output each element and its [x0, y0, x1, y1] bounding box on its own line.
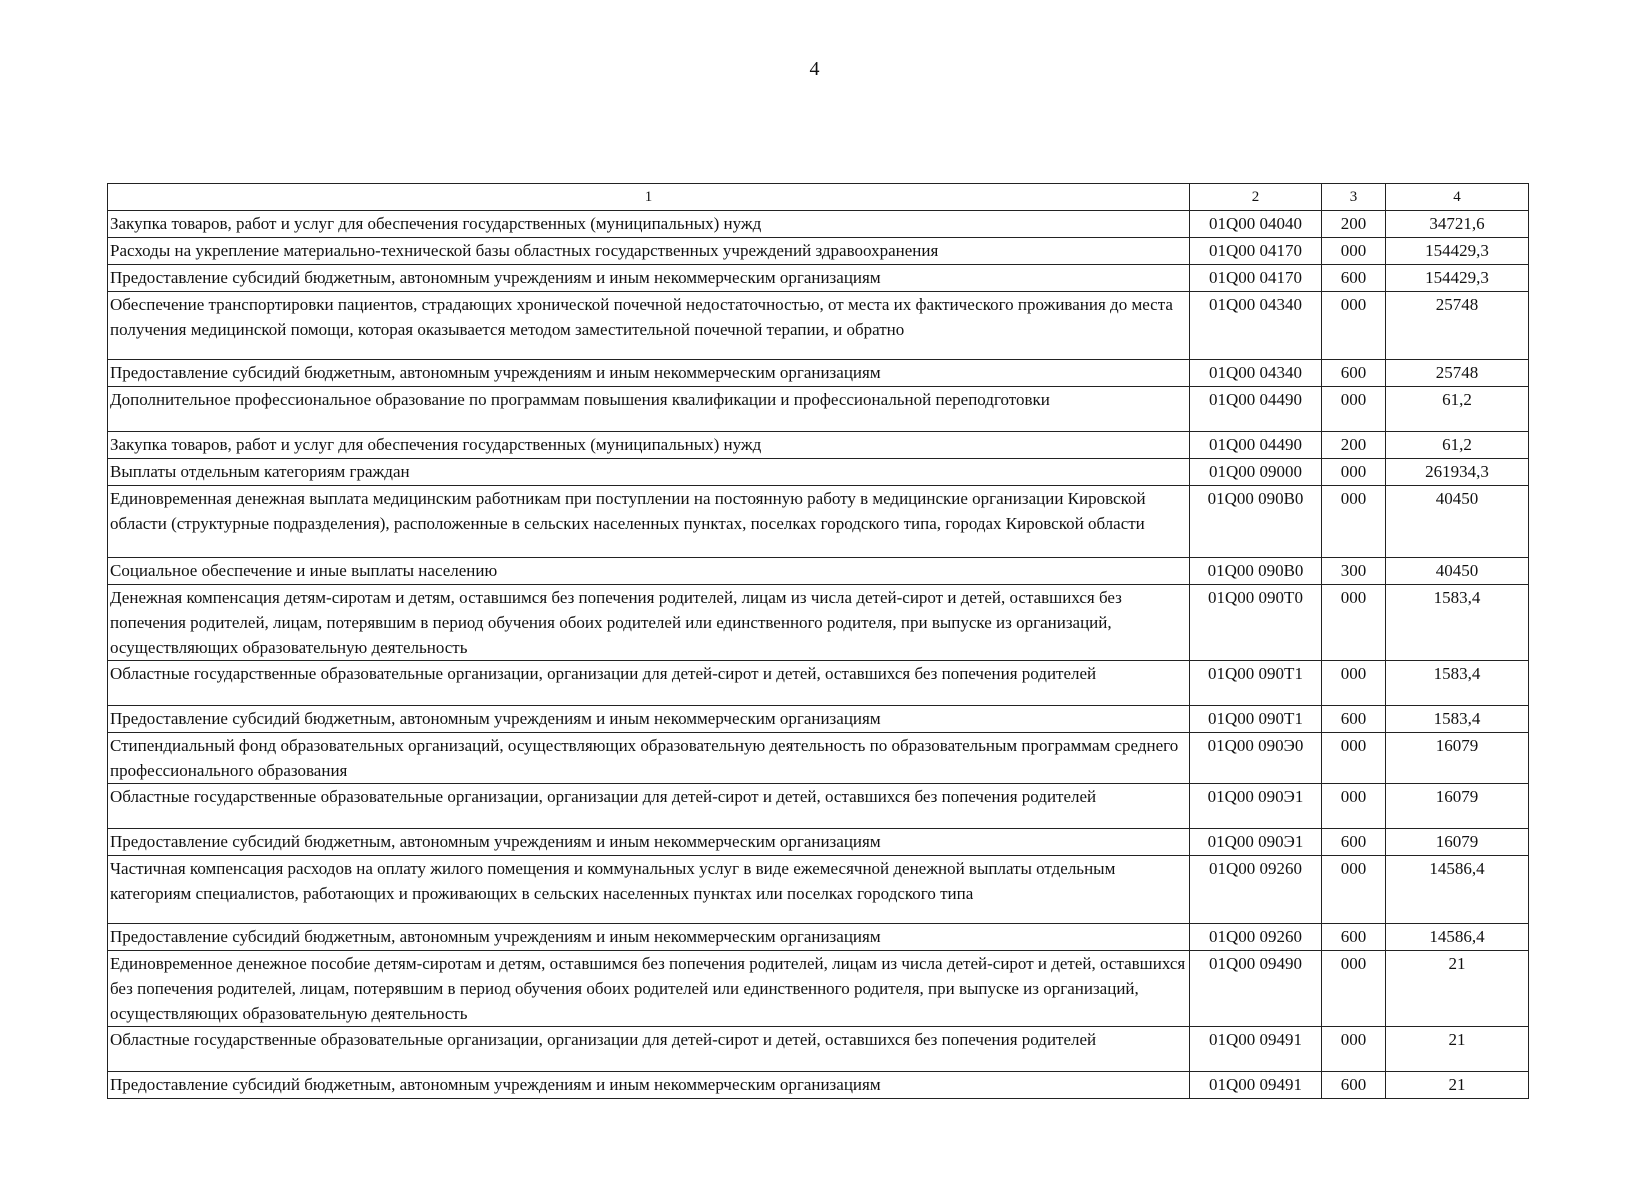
expense-type-cell: 200 [1322, 211, 1386, 238]
amount-cell: 14586,4 [1386, 856, 1529, 924]
target-code-cell: 01Q00 090Т1 [1190, 706, 1322, 733]
expense-type-cell: 000 [1322, 784, 1386, 829]
table-row [108, 661, 1529, 706]
column-number-header: 1 [108, 184, 1190, 211]
target-code-cell: 01Q00 09260 [1190, 856, 1322, 924]
target-code-cell: 01Q00 090Т1 [1190, 661, 1322, 706]
expense-type-cell: 600 [1322, 706, 1386, 733]
table-header-row [108, 184, 1529, 211]
table-row [108, 951, 1529, 1027]
expense-name-cell: Денежная компенсация детям-сиротам и детям, оставшимся без попечения родителей, лицам из числа детей-сирот и детей, оставшихся без попечения родителей, лицам, потерявшим в период обучения обоих родителей или единственного родителя, при выпуске из организаций, осуществляющих образовательную деятельность [108, 585, 1190, 661]
expense-type-cell: 600 [1322, 829, 1386, 856]
table-row [108, 360, 1529, 387]
target-code-cell: 01Q00 090В0 [1190, 486, 1322, 558]
expense-name-cell: Закупка товаров, работ и услуг для обеспечения государственных (муниципальных) нужд [108, 211, 1190, 238]
expense-type-cell: 300 [1322, 558, 1386, 585]
page-number: 4 [809, 58, 820, 80]
expense-name-cell: Единовременное денежное пособие детям-сиротам и детям, оставшимся без попечения родителей, лицам из числа детей-сирот и детей, оставшихся без попечения родителей, лицам, потерявшим в период обучения обоих родителей или единственного родителя, при выпуске из организаций, осуществляющих образовательную деятельность [108, 951, 1190, 1027]
expense-name-cell: Единовременная денежная выплата медицинским работникам при поступлении на постоянную работу в медицинские организации Кировской области (структурные подразделения), расположенные в сельских населенных пунктах, поселках городского типа, городах Кировской области [108, 486, 1190, 558]
amount-cell: 40450 [1386, 486, 1529, 558]
target-code-cell: 01Q00 09491 [1190, 1027, 1322, 1072]
table-row [108, 486, 1529, 558]
budget-table [107, 183, 1529, 1099]
table-row [108, 292, 1529, 360]
column-number-header: 3 [1322, 184, 1386, 211]
amount-cell: 61,2 [1386, 432, 1529, 459]
target-code-cell: 01Q00 04340 [1190, 292, 1322, 360]
amount-cell: 34721,6 [1386, 211, 1529, 238]
amount-cell: 25748 [1386, 360, 1529, 387]
table-row [108, 558, 1529, 585]
expense-type-cell: 000 [1322, 856, 1386, 924]
expense-name-cell: Обеспечение транспортировки пациентов, страдающих хронической почечной недостаточностью, от места их фактического проживания до места получения медицинской помощи, которая оказывается методом заместительной почечной терапии, и обратно [108, 292, 1190, 360]
expense-name-cell: Социальное обеспечение и иные выплаты населению [108, 558, 1190, 585]
expense-name-cell: Предоставление субсидий бюджетным, автономным учреждениям и иным некоммерческим организациям [108, 924, 1190, 951]
expense-name-cell: Предоставление субсидий бюджетным, автономным учреждениям и иным некоммерческим организациям [108, 706, 1190, 733]
table-row [108, 432, 1529, 459]
expense-type-cell: 200 [1322, 432, 1386, 459]
target-code-cell: 01Q00 04490 [1190, 387, 1322, 432]
expense-type-cell: 000 [1322, 238, 1386, 265]
expense-type-cell: 000 [1322, 951, 1386, 1027]
table-row [108, 829, 1529, 856]
table-row [108, 1027, 1529, 1072]
table-row [108, 924, 1529, 951]
expense-name-cell: Закупка товаров, работ и услуг для обеспечения государственных (муниципальных) нужд [108, 432, 1190, 459]
amount-cell: 25748 [1386, 292, 1529, 360]
column-number-header: 2 [1190, 184, 1322, 211]
target-code-cell: 01Q00 04040 [1190, 211, 1322, 238]
target-code-cell: 01Q00 09490 [1190, 951, 1322, 1027]
target-code-cell: 01Q00 090Э1 [1190, 784, 1322, 829]
amount-cell: 1583,4 [1386, 585, 1529, 661]
expense-type-cell: 000 [1322, 661, 1386, 706]
expense-type-cell: 000 [1322, 1027, 1386, 1072]
expense-name-cell: Предоставление субсидий бюджетным, автономным учреждениям и иным некоммерческим организациям [108, 1072, 1190, 1099]
target-code-cell: 01Q00 04340 [1190, 360, 1322, 387]
expense-name-cell: Стипендиальный фонд образовательных организаций, осуществляющих образовательную деятельность по образовательным программам среднего профессионального образования [108, 733, 1190, 784]
amount-cell: 1583,4 [1386, 706, 1529, 733]
expense-type-cell: 600 [1322, 265, 1386, 292]
target-code-cell: 01Q00 04170 [1190, 265, 1322, 292]
expense-type-cell: 000 [1322, 387, 1386, 432]
target-code-cell: 01Q00 090Э1 [1190, 829, 1322, 856]
target-code-cell: 01Q00 090Э0 [1190, 733, 1322, 784]
expense-type-cell: 600 [1322, 360, 1386, 387]
expense-name-cell: Дополнительное профессиональное образование по программам повышения квалификации и профессиональной переподготовки [108, 387, 1190, 432]
expense-name-cell: Предоставление субсидий бюджетным, автономным учреждениям и иным некоммерческим организациям [108, 265, 1190, 292]
table-row [108, 733, 1529, 784]
table-row [108, 265, 1529, 292]
table-row [108, 856, 1529, 924]
amount-cell: 16079 [1386, 829, 1529, 856]
expense-name-cell: Областные государственные образовательные организации, организации для детей-сирот и детей, оставшихся без попечения родителей [108, 1027, 1190, 1072]
amount-cell: 16079 [1386, 784, 1529, 829]
column-number-header: 4 [1386, 184, 1529, 211]
amount-cell: 61,2 [1386, 387, 1529, 432]
target-code-cell: 01Q00 09260 [1190, 924, 1322, 951]
table-row [108, 1072, 1529, 1099]
amount-cell: 16079 [1386, 733, 1529, 784]
table-row [108, 211, 1529, 238]
amount-cell: 40450 [1386, 558, 1529, 585]
expense-type-cell: 000 [1322, 292, 1386, 360]
table-row [108, 706, 1529, 733]
target-code-cell: 01Q00 090В0 [1190, 558, 1322, 585]
table-row [108, 459, 1529, 486]
expense-type-cell: 600 [1322, 1072, 1386, 1099]
expense-type-cell: 000 [1322, 459, 1386, 486]
expense-name-cell: Выплаты отдельным категориям граждан [108, 459, 1190, 486]
amount-cell: 154429,3 [1386, 238, 1529, 265]
expense-type-cell: 000 [1322, 733, 1386, 784]
expense-name-cell: Предоставление субсидий бюджетным, автономным учреждениям и иным некоммерческим организациям [108, 829, 1190, 856]
expense-type-cell: 600 [1322, 924, 1386, 951]
expense-name-cell: Областные государственные образовательные организации, организации для детей-сирот и детей, оставшихся без попечения родителей [108, 661, 1190, 706]
target-code-cell: 01Q00 09000 [1190, 459, 1322, 486]
expense-type-cell: 000 [1322, 585, 1386, 661]
amount-cell: 14586,4 [1386, 924, 1529, 951]
amount-cell: 21 [1386, 1027, 1529, 1072]
table-row [108, 585, 1529, 661]
amount-cell: 261934,3 [1386, 459, 1529, 486]
amount-cell: 1583,4 [1386, 661, 1529, 706]
expense-name-cell: Частичная компенсация расходов на оплату жилого помещения и коммунальных услуг в виде ежемесячной денежной выплаты отдельным категориям специалистов, работающих и проживающих в сельских населенных пунктах или поселках городского типа [108, 856, 1190, 924]
table-row [108, 238, 1529, 265]
expense-name-cell: Предоставление субсидий бюджетным, автономным учреждениям и иным некоммерческим организациям [108, 360, 1190, 387]
expense-name-cell: Областные государственные образовательные организации, организации для детей-сирот и детей, оставшихся без попечения родителей [108, 784, 1190, 829]
table-body [108, 211, 1529, 1099]
expense-name-cell: Расходы на укрепление материально-технической базы областных государственных учреждений здравоохранения [108, 238, 1190, 265]
target-code-cell: 01Q00 04490 [1190, 432, 1322, 459]
table-row [108, 784, 1529, 829]
target-code-cell: 01Q00 04170 [1190, 238, 1322, 265]
target-code-cell: 01Q00 09491 [1190, 1072, 1322, 1099]
target-code-cell: 01Q00 090Т0 [1190, 585, 1322, 661]
table-row [108, 387, 1529, 432]
amount-cell: 21 [1386, 951, 1529, 1027]
amount-cell: 21 [1386, 1072, 1529, 1099]
amount-cell: 154429,3 [1386, 265, 1529, 292]
expense-type-cell: 000 [1322, 486, 1386, 558]
